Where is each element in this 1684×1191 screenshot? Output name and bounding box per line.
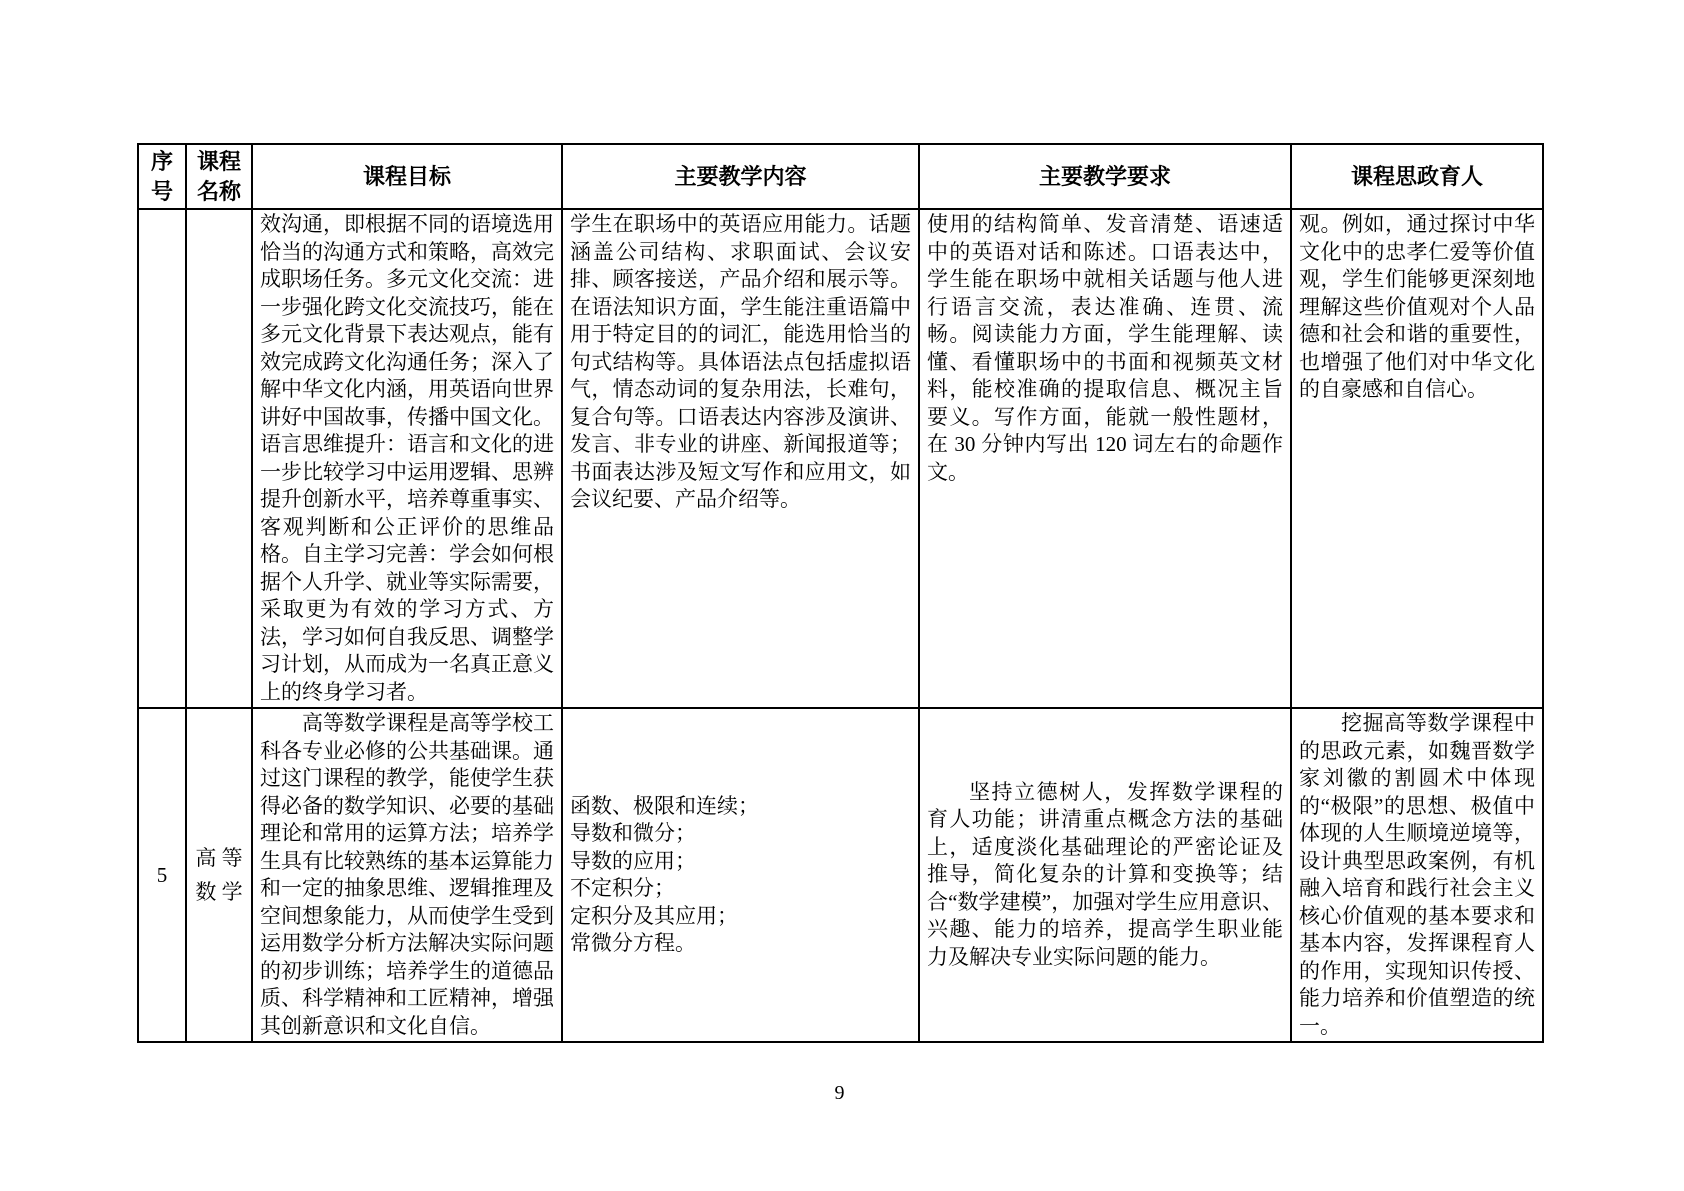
table-row-5 xyxy=(138,708,1543,1042)
cell-seq-5: 5 xyxy=(138,708,186,1042)
header-course-name: 课程 名称 xyxy=(186,144,252,209)
cell-ideology: 挖掘高等数学课程中的思政元素，如魏晋数学家刘徽的割圆术中体现的“极限”的思想、极值中体现的人生顺境逆境等，设计典型思政案例，有机融入培育和践行社会主义核心价值观的基本要求和基本内容，发挥课程育人的作用，实现知识传授、能力培养和价值塑造的统一。 xyxy=(1291,708,1543,1042)
cell-seq-empty xyxy=(138,209,186,708)
page-number: 9 xyxy=(834,1082,845,1104)
header-course-objectives: 课程目标 xyxy=(252,144,562,209)
header-seq: 序 号 xyxy=(138,144,186,209)
cell-ideology: 观。例如，通过探讨中华文化中的忠孝仁爱等价值观，学生们能够更深刻地理解这些价值观对个人品德和社会和谐的重要性，也增强了他们对中华文化的自豪感和自信心。 xyxy=(1291,209,1543,708)
cell-teaching-content: 学生在职场中的英语应用能力。话题涵盖公司结构、求职面试、会议安排、顾客接送，产品介绍和展示等。在语法知识方面，学生能注重语篇中用于特定目的的词汇，能选用恰当的句式结构等。具体语法点包括虚拟语气，情态动词的复杂用法，长难句，复合句等。口语表达内容涉及演讲、发言、非专业的讲座、新闻报道等；书面表达涉及短文写作和应用文，如会议纪要、产品介绍等。 xyxy=(562,209,919,708)
course-table xyxy=(137,143,1544,1043)
table-header-row xyxy=(138,144,1543,209)
cell-teaching-content: 函数、极限和连续； 导数和微分； 导数的应用； 不定积分； 定积分及其应用； 常微分方程。 xyxy=(562,708,919,1042)
cell-course-empty xyxy=(186,209,252,708)
cell-teaching-requirements: 使用的结构简单、发音清楚、语速适中的英语对话和陈述。口语表达中，学生能在职场中就相关话题与他人进行语言交流，表达准确、连贯、流畅。阅读能力方面，学生能理解、读懂、看懂职场中的书面和视频英文材料，能校准确的提取信息、概况主旨要义。写作方面，能就一般性题材，在 30 分钟内写出 120 词左右的命题作文。 xyxy=(919,209,1291,708)
header-teaching-requirements: 主要教学要求 xyxy=(919,144,1291,209)
cell-teaching-requirements: 坚持立德树人，发挥数学课程的育人功能；讲清重点概念方法的基础上，适度淡化基础理论的严密论证及推导，简化复杂的计算和变换等；结合“数学建模”，加强对学生应用意识、兴趣、能力的培养，提高学生职业能力及解决专业实际问题的能力。 xyxy=(919,708,1291,1042)
cell-objectives: 高等数学课程是高等学校工科各专业必修的公共基础课。通过这门课程的教学，能使学生获得必备的数学知识、必要的基础理论和常用的运算方法；培养学生具有比较熟练的基本运算能力和一定的抽象思维、逻辑推理及空间想象能力，从而使学生受到运用数学分析方法解决实际问题的初步训练；培养学生的道德品质、科学精神和工匠精神，增强其创新意识和文化自信。 xyxy=(252,708,562,1042)
header-teaching-content: 主要教学内容 xyxy=(562,144,919,209)
table-row-continuation xyxy=(138,209,1543,708)
cell-objectives: 效沟通，即根据不同的语境选用恰当的沟通方式和策略，高效完成职场任务。多元文化交流：进一步强化跨文化交流技巧，能在多元文化背景下表达观点，能有效完成跨文化沟通任务；深入了解中华文化内涵，用英语向世界讲好中国故事，传播中国文化。语言思维提升：语言和文化的进一步比较学习中运用逻辑、思辨提升创新水平，培养尊重事实、客观判断和公正评价的思维品格。自主学习完善：学会如何根据个人升学、就业等实际需要，采取更为有效的学习方式、方法，学习如何自我反思、调整学习计划，从而成为一名真正意义上的终身学习者。 xyxy=(252,209,562,708)
header-ideology-education: 课程思政育人 xyxy=(1291,144,1543,209)
cell-course-advanced-math: 高 等 数 学 xyxy=(186,708,252,1042)
